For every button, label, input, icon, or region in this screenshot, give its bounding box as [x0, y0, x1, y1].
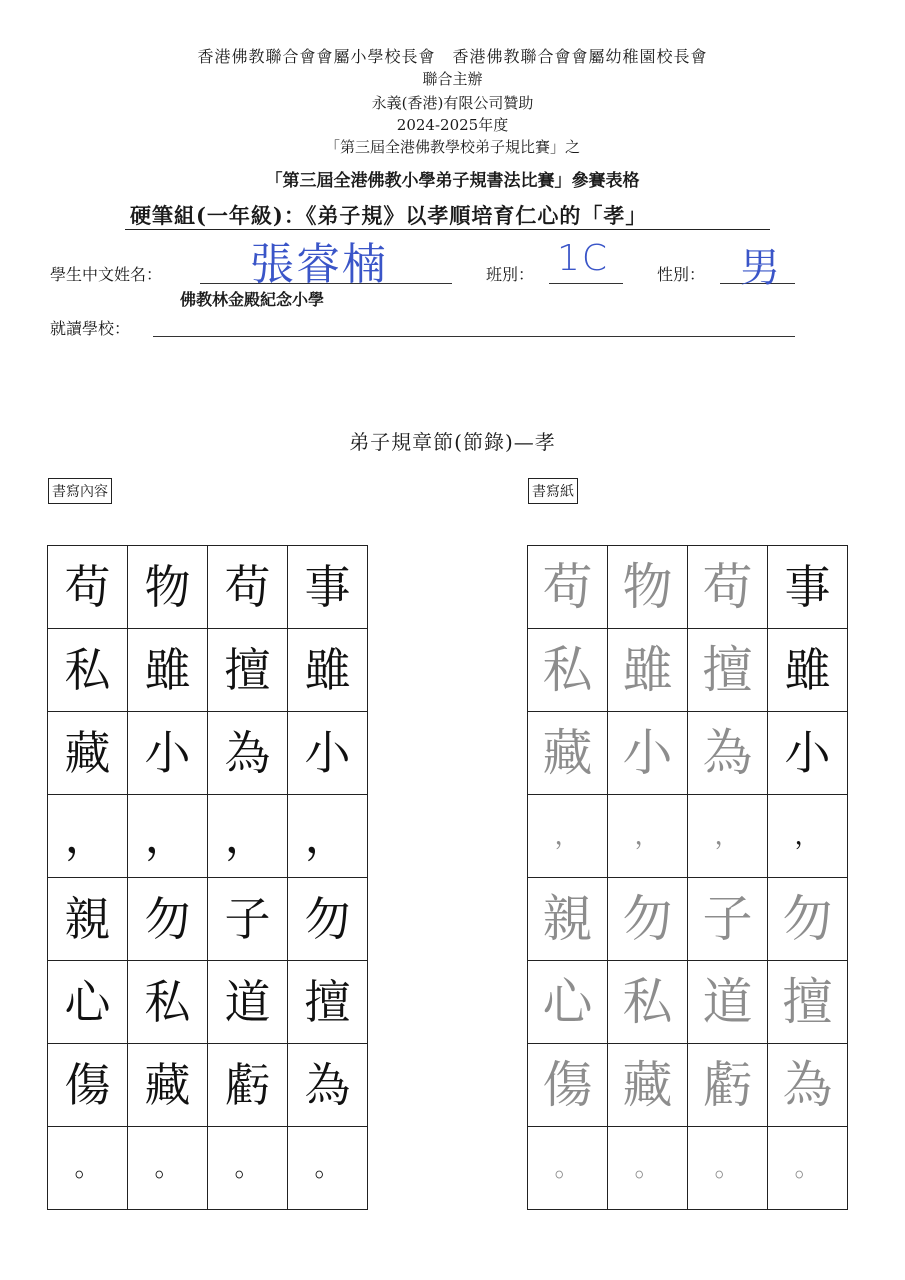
- writing-cell[interactable]: ，: [608, 795, 688, 878]
- writing-cell[interactable]: 道: [688, 961, 768, 1044]
- name-label: 學生中文姓名：: [50, 265, 163, 284]
- content-cell: 擅: [208, 629, 288, 712]
- content-cell: 為: [288, 1044, 368, 1127]
- content-cell: 藏: [48, 712, 128, 795]
- content-cell: 雖: [128, 629, 208, 712]
- gender-value[interactable]: 男: [740, 245, 782, 291]
- class-value[interactable]: 1C: [557, 238, 610, 279]
- content-cell: ，: [288, 795, 368, 878]
- writing-cell[interactable]: 。: [608, 1127, 688, 1210]
- group-title-underline: [125, 229, 770, 230]
- content-cell: 勿: [128, 878, 208, 961]
- class-label: 班別：: [486, 265, 535, 284]
- sponsor-line: 永義(香港)有限公司贊助: [371, 94, 534, 112]
- writing-cell[interactable]: 擅: [688, 629, 768, 712]
- writing-cell[interactable]: 私: [528, 629, 608, 712]
- group-title: 硬筆組(一年級)：《弟子規》以孝順培育仁心的「孝」: [130, 203, 648, 228]
- school-value[interactable]: 佛教林金殿紀念小學: [180, 290, 325, 309]
- class-underline: [549, 283, 623, 284]
- writing-cell[interactable]: 。: [768, 1127, 848, 1210]
- writing-cell[interactable]: 藏: [608, 1044, 688, 1127]
- content-cell: ，: [128, 795, 208, 878]
- year-line: 2024-2025年度: [396, 116, 509, 134]
- content-cell: 傷: [48, 1044, 128, 1127]
- writing-cell[interactable]: 為: [768, 1044, 848, 1127]
- content-cell: ，: [48, 795, 128, 878]
- writing-cell[interactable]: 苟: [688, 546, 768, 629]
- writing-cell[interactable]: 勿: [768, 878, 848, 961]
- writing-cell[interactable]: 雖: [768, 629, 848, 712]
- content-cell: 小: [288, 712, 368, 795]
- content-cell: 事: [288, 546, 368, 629]
- joint-organize-line: 聯合主辦: [422, 70, 483, 88]
- competition-line: 「第三屆全港佛教學校弟子規比賽」之: [324, 138, 580, 156]
- content-cell: 雖: [288, 629, 368, 712]
- writing-cell[interactable]: 事: [768, 546, 848, 629]
- content-cell: 為: [208, 712, 288, 795]
- writing-cell[interactable]: 小: [608, 712, 688, 795]
- content-cell: 小: [128, 712, 208, 795]
- writing-cell[interactable]: 。: [688, 1127, 768, 1210]
- content-cell: 心: [48, 961, 128, 1044]
- writing-cell[interactable]: 子: [688, 878, 768, 961]
- organizers-line: 香港佛教聯合會會屬小學校長會 香港佛教聯合會會屬幼稚園校長會: [197, 47, 708, 66]
- content-cell: 私: [48, 629, 128, 712]
- writing-cell[interactable]: ，: [768, 795, 848, 878]
- content-cell: 。: [288, 1127, 368, 1210]
- writing-cell[interactable]: 為: [688, 712, 768, 795]
- content-cell: 私: [128, 961, 208, 1044]
- content-label: 書寫內容: [48, 478, 112, 504]
- writing-cell[interactable]: 傷: [528, 1044, 608, 1127]
- section-title: 弟子規章節(節錄)—孝: [349, 430, 556, 454]
- content-cell: 親: [48, 878, 128, 961]
- content-cell: 藏: [128, 1044, 208, 1127]
- content-cell: 苟: [48, 546, 128, 629]
- writing-cell[interactable]: 。: [528, 1127, 608, 1210]
- school-label: 就讀學校：: [50, 319, 131, 338]
- writing-grid: [527, 545, 848, 1210]
- name-value[interactable]: 張睿楠: [250, 239, 388, 290]
- content-cell: 子: [208, 878, 288, 961]
- writing-cell[interactable]: 小: [768, 712, 848, 795]
- content-cell: 。: [128, 1127, 208, 1210]
- writing-cell[interactable]: 雖: [608, 629, 688, 712]
- content-cell: 。: [48, 1127, 128, 1210]
- writing-cell[interactable]: 勿: [608, 878, 688, 961]
- content-cell: 擅: [288, 961, 368, 1044]
- content-cell: 勿: [288, 878, 368, 961]
- paper-label: 書寫紙: [528, 478, 578, 504]
- writing-cell[interactable]: 虧: [688, 1044, 768, 1127]
- writing-cell[interactable]: 藏: [528, 712, 608, 795]
- content-cell: 物: [128, 546, 208, 629]
- gender-label: 性別：: [657, 265, 706, 284]
- content-cell: 道: [208, 961, 288, 1044]
- content-cell: 虧: [208, 1044, 288, 1127]
- writing-cell[interactable]: 苟: [528, 546, 608, 629]
- content-grid: [47, 545, 368, 1210]
- writing-cell[interactable]: ，: [528, 795, 608, 878]
- writing-cell[interactable]: 親: [528, 878, 608, 961]
- school-underline: [153, 336, 795, 337]
- writing-cell[interactable]: 擅: [768, 961, 848, 1044]
- writing-cell[interactable]: 物: [608, 546, 688, 629]
- form-title: 「第三屆全港佛教小學弟子規書法比賽」參賽表格: [265, 171, 640, 191]
- writing-cell[interactable]: 私: [608, 961, 688, 1044]
- content-cell: 。: [208, 1127, 288, 1210]
- writing-cell[interactable]: ，: [688, 795, 768, 878]
- writing-cell[interactable]: 心: [528, 961, 608, 1044]
- content-cell: 苟: [208, 546, 288, 629]
- content-cell: ，: [208, 795, 288, 878]
